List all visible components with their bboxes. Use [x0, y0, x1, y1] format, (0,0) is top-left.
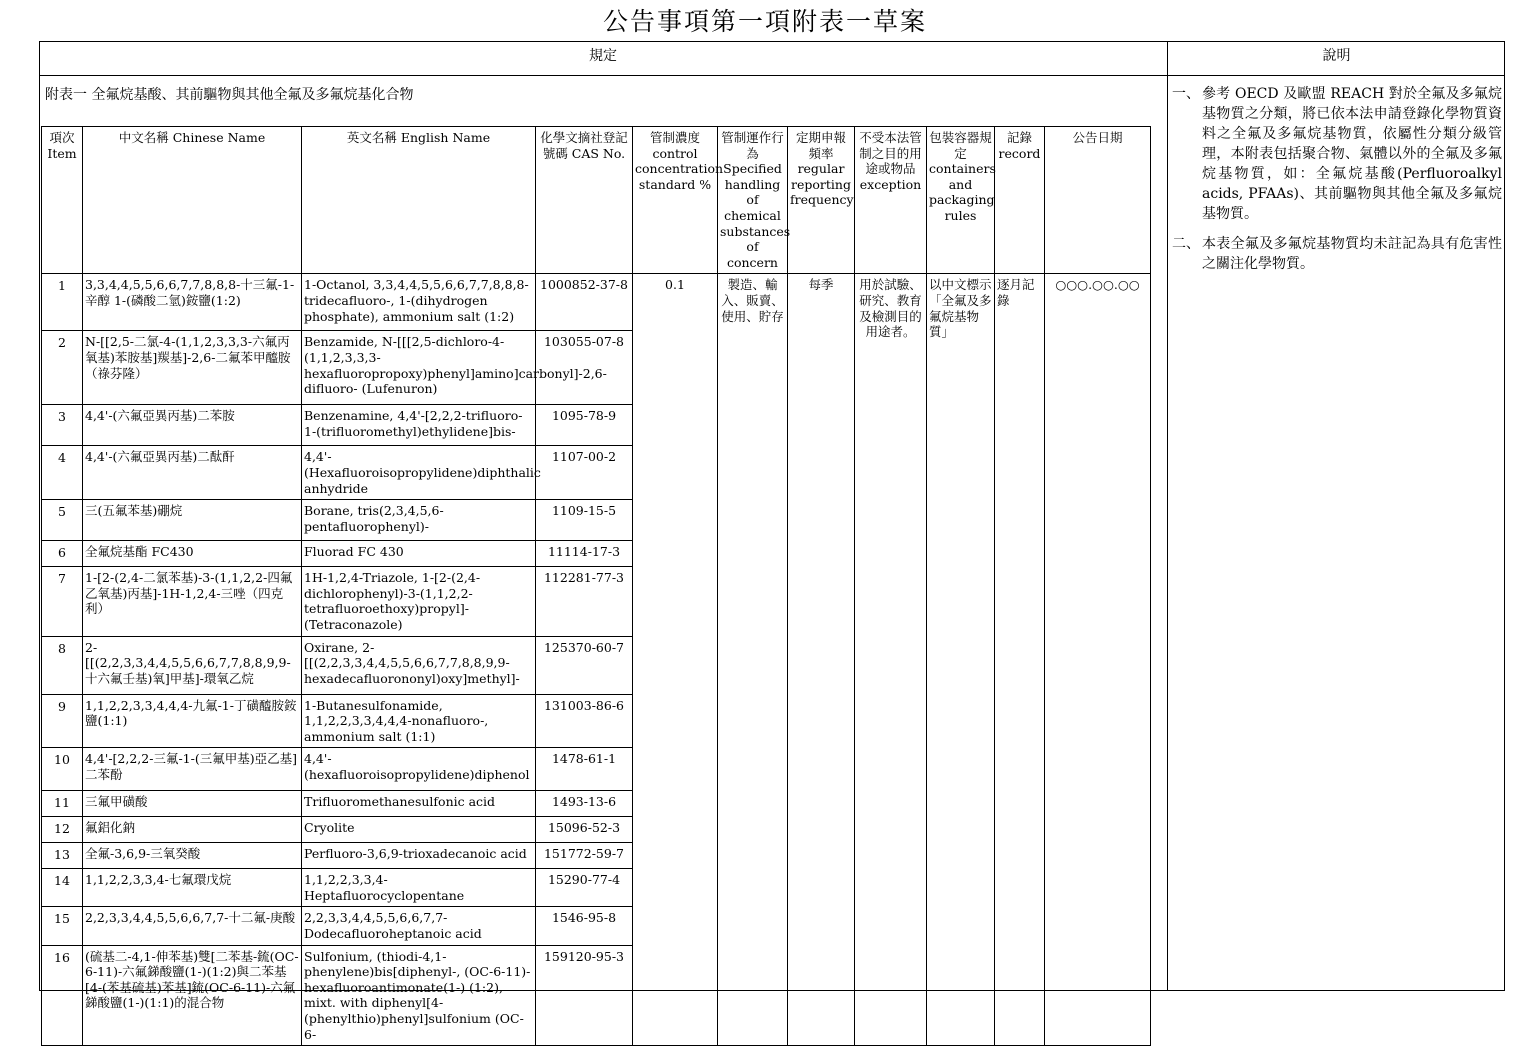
table-header-row [42, 127, 1151, 274]
cell-item: 3 [42, 405, 83, 446]
cell-chinese-name: 三(五氟苯基)硼烷 [83, 500, 302, 541]
cell-chinese-name: 1,1,2,2,3,3,4-七氟環戊烷 [83, 869, 302, 907]
cell-cas-no: 103055-07-8 [536, 331, 633, 405]
regulation-header: 規定 [589, 48, 617, 64]
cell-cas-no: 131003-86-6 [536, 694, 633, 748]
table-row [42, 274, 1151, 331]
explanation-header: 說明 [1322, 48, 1351, 64]
cell-chinese-name: 3,3,4,4,5,5,6,6,7,7,8,8,8-十三氟-1-辛醇 1-(磷酸二氫)銨鹽(1:2) [83, 274, 302, 331]
cell-english-name: Trifluoromethanesulfonic acid [302, 791, 536, 817]
cell-english-name: 1H-1,2,4-Triazole, 1-[2-(2,4-dichlorophenyl)-3-(1,1,2,2-tetrafluoroethoxy)propyl]- (Tetraconazole) [302, 567, 536, 636]
cell-english-name: 2,2,3,3,4,4,5,5,6,6,7,7-Dodecafluoroheptanoic acid [302, 907, 536, 945]
cell-cas-no: 1107-00-2 [536, 446, 633, 500]
cell-item: 6 [42, 541, 83, 567]
explanation-notes [1172, 84, 1502, 284]
cell-chinese-name: (硫基二-4,1-伸苯基)雙[二苯基-鋶(OC-6-11)-六氟銻酸鹽(1-)(1:2)與二苯基[4-(苯基硫基)苯基]鋶(OC-6-11)-六氟銻酸鹽(1-)(1:1)的混合物 [83, 945, 302, 1046]
cell-english-name: 4,4'-(hexafluoroisopropylidene)diphenol [302, 748, 536, 791]
cell-item: 1 [42, 274, 83, 331]
cell-record: 逐月記錄 [995, 274, 1045, 1046]
cell-exception: 用於試驗、研究、教育及檢測目的用途者。 [855, 274, 927, 1046]
cell-chinese-name: 4,4'-(六氟亞異丙基)二酞酐 [83, 446, 302, 500]
cell-english-name: Oxirane, 2-[[(2,2,3,3,4,4,5,5,6,6,7,7,8,8,9,9-hexadecafluorononyl)oxy]methyl]- [302, 636, 536, 694]
cell-item: 16 [42, 945, 83, 1046]
cell-item: 5 [42, 500, 83, 541]
cell-english-name: Borane, tris(2,3,4,5,6-pentafluorophenyl)- [302, 500, 536, 541]
cell-cas-no: 1095-78-9 [536, 405, 633, 446]
cell-item: 14 [42, 869, 83, 907]
col-exception: 不受本法管制之目的用途或物品 exception [855, 127, 927, 274]
cell-chinese-name: 2-[[(2,2,3,3,4,4,5,5,6,6,7,7,8,8,9,9-十六氟壬基)氧]甲基]-環氧乙烷 [83, 636, 302, 694]
column-divider [1167, 41, 1168, 991]
cell-chinese-name: 三氟甲磺酸 [83, 791, 302, 817]
cell-english-name: Perfluoro-3,6,9-trioxadecanoic acid [302, 843, 536, 869]
note-item [1172, 234, 1502, 274]
note-number: 二、 [1172, 236, 1200, 252]
cell-packaging: 以中文標示「全氟及多氟烷基物質」 [927, 274, 995, 1046]
cell-cas-no: 151772-59-7 [536, 843, 633, 869]
cell-item: 7 [42, 567, 83, 636]
substance-table [41, 126, 1151, 1046]
note-item [1172, 84, 1502, 224]
cell-item: 2 [42, 331, 83, 405]
cell-item: 10 [42, 748, 83, 791]
cell-english-name: Benzenamine, 4,4'-[2,2,2-trifluoro-1-(trifluoromethyl)ethylidene]bis- [302, 405, 536, 446]
cell-cas-no: 1478-61-1 [536, 748, 633, 791]
cell-item: 4 [42, 446, 83, 500]
cell-english-name: Benzamide, N-[[[2,5-dichloro-4-(1,1,2,3,3,3-hexafluoropropoxy)phenyl]amino]carbonyl]-2,6-difluoro- (Lufenuron) [302, 331, 536, 405]
cell-item: 13 [42, 843, 83, 869]
cell-item: 12 [42, 817, 83, 843]
cell-english-name: Fluorad FC 430 [302, 541, 536, 567]
page-title: 公告事項第一項附表一草案 [602, 7, 927, 36]
col-item: 項次 Item [42, 127, 83, 274]
cell-english-name: 1-Butanesulfonamide, 1,1,2,2,3,3,4,4,4-nonafluoro-, ammonium salt (1:1) [302, 694, 536, 748]
cell-cas-no: 125370-60-7 [536, 636, 633, 694]
cell-chinese-name: 1,1,2,2,3,3,4,4,4-九氟-1-丁磺醯胺銨鹽(1:1) [83, 694, 302, 748]
col-announce-date: 公告日期 [1045, 127, 1151, 274]
cell-chinese-name: 氟鋁化鈉 [83, 817, 302, 843]
cell-reporting: 每季 [788, 274, 855, 1046]
col-handling: 管制運作行為 Specified handling of chemical substances of concern [718, 127, 788, 274]
cell-english-name: Cryolite [302, 817, 536, 843]
cell-chinese-name: 2,2,3,3,4,4,5,5,6,6,7,7-十二氟-庚酸 [83, 907, 302, 945]
cell-cas-no: 1493-13-6 [536, 791, 633, 817]
col-packaging: 包裝容器規定 containers and packaging rules [927, 127, 995, 274]
cell-cas-no: 1109-15-5 [536, 500, 633, 541]
cell-cas-no: 112281-77-3 [536, 567, 633, 636]
cell-item: 8 [42, 636, 83, 694]
note-number: 一、 [1172, 86, 1200, 102]
cell-concentration: 0.1 [633, 274, 718, 1046]
cell-cas-no: 15290-77-4 [536, 869, 633, 907]
cell-english-name: 4,4'-(Hexafluoroisopropylidene)diphthalic anhydride [302, 446, 536, 500]
cell-english-name: Sulfonium, (thiodi-4,1-phenylene)bis[diphenyl-, (OC-6-11)-hexafluoroantimonate(1-) (1:2), mixt. with diphenyl[4-(phenylthio)phenyl]sulfonium (OC-6- [302, 945, 536, 1046]
note-text: 本表全氟及多氟烷基物質均未註記為具有危害性之關注化學物質。 [1202, 236, 1502, 272]
cell-cas-no: 15096-52-3 [536, 817, 633, 843]
col-reporting: 定期申報頻率 regular reporting frequency [788, 127, 855, 274]
col-english-name: 英文名稱 English Name [302, 127, 536, 274]
cell-cas-no: 1546-95-8 [536, 907, 633, 945]
cell-chinese-name: 4,4'-[2,2,2-三氟-1-(三氟甲基)亞乙基]二苯酚 [83, 748, 302, 791]
cell-announce-date: ○○○.○○.○○ [1045, 274, 1151, 1046]
cell-cas-no: 11114-17-3 [536, 541, 633, 567]
note-text: 參考 OECD 及歐盟 REACH 對於全氟及多氟烷基物質之分類，將已依本法申請登錄化學物質資料之全氟及多氟烷基物質，依屬性分類分級管理，本附表包括聚合物、氣體以外的全氟及多氟烷基物質，如：全氟烷基酸(Perfluoroalkyl acids, PFAAs)、其前驅物與其他全氟及多氟烷基物質。 [1202, 86, 1502, 222]
cell-cas-no: 1000852-37-8 [536, 274, 633, 331]
col-chinese-name: 中文名稱 Chinese Name [83, 127, 302, 274]
cell-english-name: 1-Octanol, 3,3,4,4,5,5,6,6,7,7,8,8,8-tridecafluoro-, 1-(dihydrogen phosphate), ammonium salt (1:2) [302, 274, 536, 331]
cell-chinese-name: 1-[2-(2,4-二氯苯基)-3-(1,1,2,2-四氟乙氧基)丙基]-1H-1,2,4-三唑（四克利） [83, 567, 302, 636]
col-cas-no: 化學文摘社登記號碼 CAS No. [536, 127, 633, 274]
col-record: 記錄 record [995, 127, 1045, 274]
cell-chinese-name: 4,4'-(六氟亞異丙基)二苯胺 [83, 405, 302, 446]
col-concentration: 管制濃度 control concentration standard % [633, 127, 718, 274]
cell-chinese-name: 全氟烷基酯 FC430 [83, 541, 302, 567]
appendix-title: 附表一 全氟烷基酸、其前驅物與其他全氟及多氟烷基化合物 [45, 87, 414, 103]
cell-item: 11 [42, 791, 83, 817]
cell-handling: 製造、輸入、販賣、使用、貯存 [718, 274, 788, 1046]
cell-english-name: 1,1,2,2,3,3,4-Heptafluorocyclopentane [302, 869, 536, 907]
cell-item: 9 [42, 694, 83, 748]
cell-cas-no: 159120-95-3 [536, 945, 633, 1046]
cell-chinese-name: N-[[2,5-二氯-4-(1,1,2,3,3,3-六氟丙氧基)苯胺基]羰基]-2,6-二氟苯甲醯胺（祿芬隆） [83, 331, 302, 405]
cell-chinese-name: 全氟-3,6,9-三氧癸酸 [83, 843, 302, 869]
cell-item: 15 [42, 907, 83, 945]
header-divider [39, 75, 1505, 76]
